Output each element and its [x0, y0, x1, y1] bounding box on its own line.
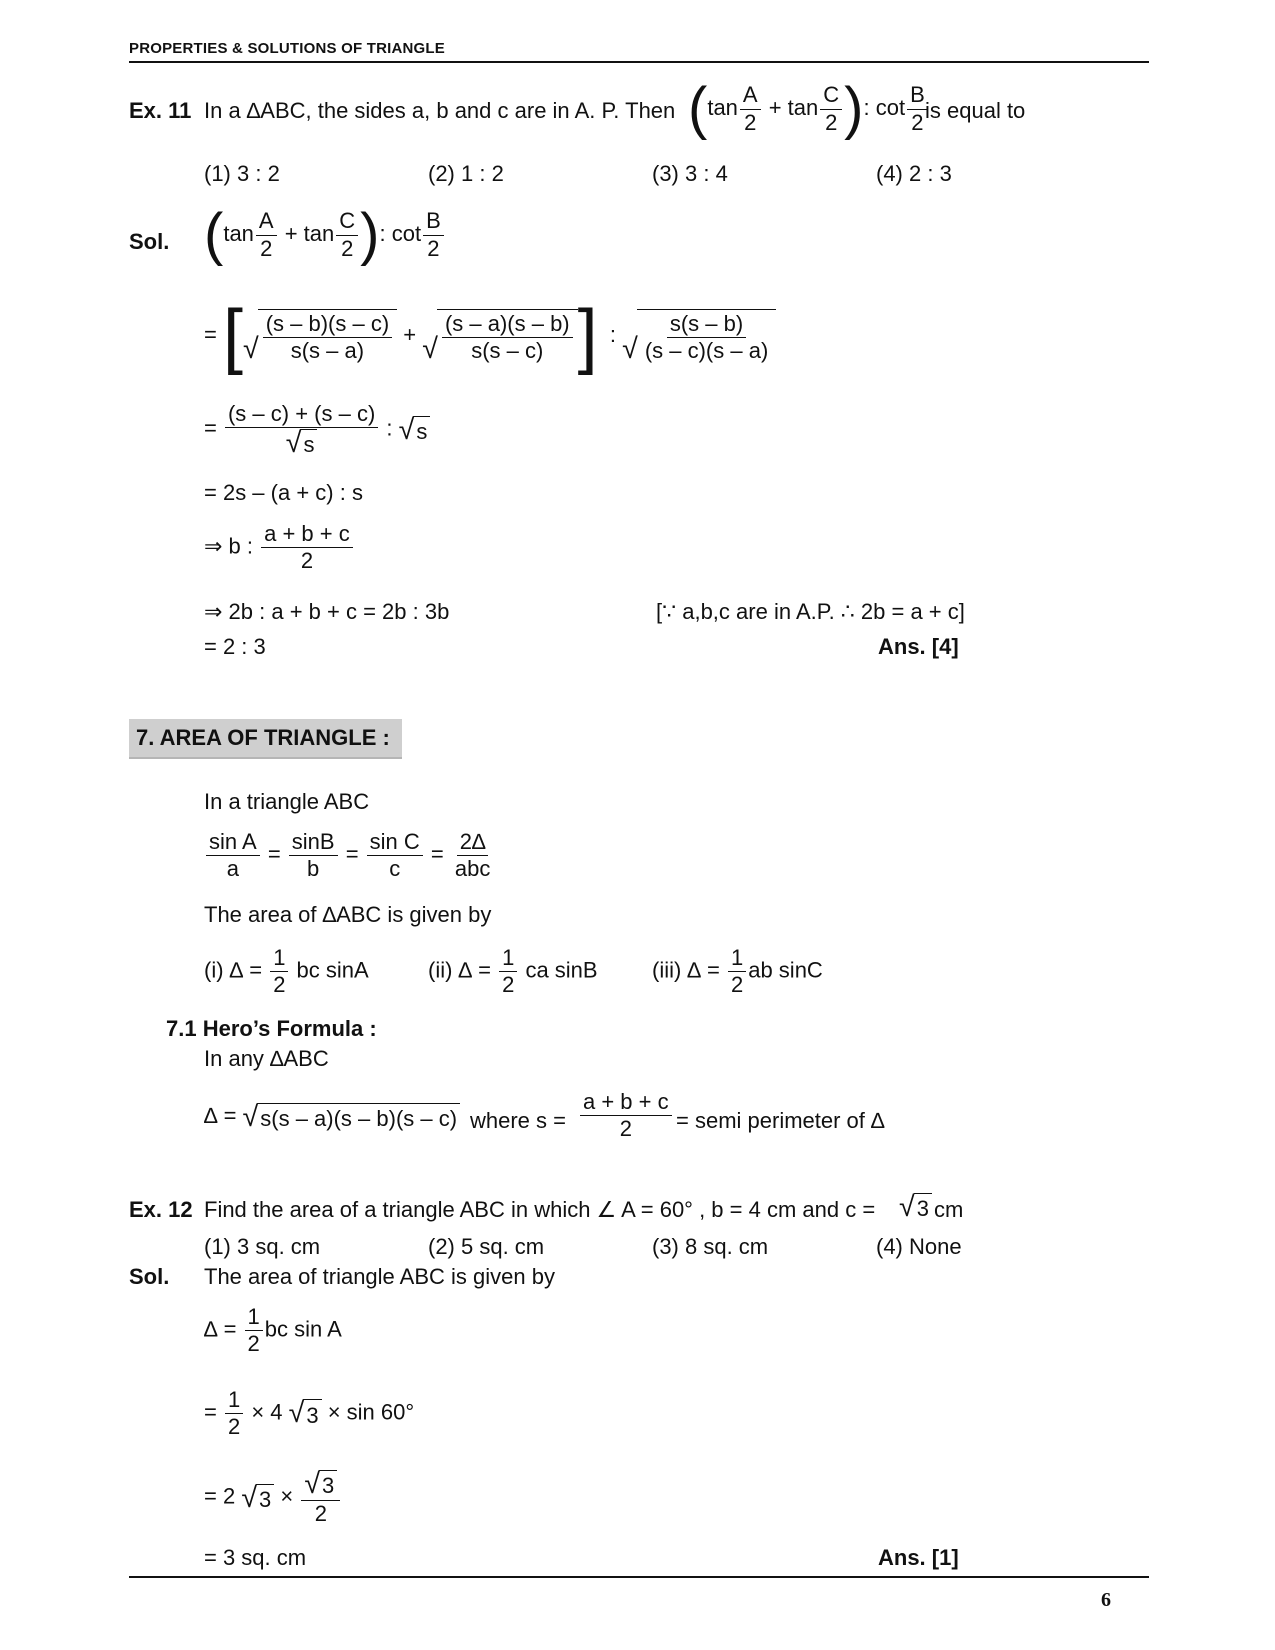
ex11-step-3: = (s – c) + (s – c) √ s : √ s — [204, 402, 430, 458]
section-heading: 7. AREA OF TRIANGLE : — [136, 725, 390, 750]
header-rule — [129, 61, 1149, 63]
ex12-unit: cm — [934, 1197, 964, 1222]
ex12-label: Ex. 12 — [129, 1197, 193, 1222]
ex11-reason: [∵ a,b,c are in A.P. ∴ 2b = a + c] — [656, 599, 965, 624]
page-number: 6 — [1101, 1589, 1111, 1611]
heros-formula: ∆ = √ s(s – a)(s – b)(s – c) — [204, 1103, 460, 1132]
heros-where: where s = — [470, 1108, 566, 1133]
ex11-step-4: = 2s – (a + c) : s — [204, 480, 363, 505]
ex12-sol-label: Sol. — [129, 1264, 170, 1289]
ex12-option-4: (4) None — [876, 1234, 962, 1259]
area-formula-2: (ii) ∆ = $\frac{1}{2}$ ca sinB — [428, 945, 598, 998]
ex11-option-2: (2) 1 : 2 — [428, 161, 504, 186]
heros-semi: = semi perimeter of ∆ — [676, 1108, 885, 1133]
sine-rule: $\frac{\text{sin A}}{a}$ = $\frac{\sin B}{b}$ = $\frac{\text{sin C}}{c}$ = $\frac{2\Delta}{\text{abc}}$ — [204, 830, 495, 881]
ex12-final: = 3 sq. cm — [204, 1545, 307, 1570]
ex11-sol-expr: (tan $\frac{A}{2}$ + tan $\frac{C}{2}$ ): cot $\frac{B}{2}$ — [204, 206, 446, 264]
ex12-sol-text: The area of triangle ABC is given by — [204, 1264, 555, 1289]
ex11-option-1: (1) 3 : 2 — [204, 161, 280, 186]
ex11-option-3: (3) 3 : 4 — [652, 161, 728, 186]
ex11-answer: Ans. [4] — [878, 634, 959, 659]
ex11-sol-label: Sol. — [129, 229, 170, 254]
heros-s-frac: $\frac{a + b + c}{2}$ — [578, 1090, 674, 1141]
ex12-step-1: ∆ = $\frac{1}{2}$ bc sin A — [204, 1304, 342, 1357]
section7-intro: In a triangle ABC — [204, 789, 370, 814]
ex11-option-4: (4) 2 : 3 — [876, 161, 952, 186]
area-given-text: The area of ∆ABC is given by — [204, 902, 492, 927]
ex12-step-2: = $\frac{1}{2}$ × 4 √ 3 × sin 60° — [204, 1387, 415, 1440]
ex11-question-expr: (tan $\frac{A}{2}$ + tan $\frac{C}{2}$ ): cot $\frac{B}{2}$ — [688, 80, 930, 138]
ex11-step-5: ⇒ b : $\frac{a + b + c}{2}$ — [204, 522, 355, 573]
ex12-option-3: (3) 8 sq. cm — [652, 1234, 769, 1259]
footer-rule — [129, 1576, 1149, 1578]
heros-any: In any ∆ABC — [204, 1046, 329, 1071]
ex11-step-6: ⇒ 2b : a + b + c = 2b : 3b — [204, 599, 450, 624]
area-formula-1: (i) ∆ = $\frac{1}{2}$ bc sinA — [204, 945, 369, 998]
ex12-step-3: = 2 √ 3 × √ 3 2 — [204, 1470, 342, 1526]
area-formula-3: (iii) ∆ = $\frac{1}{2}$ ab sinC — [652, 945, 823, 998]
ex12-answer: Ans. [1] — [878, 1545, 959, 1570]
ex11-label: Ex. 11 — [129, 98, 192, 123]
ex12-question: Find the area of a triangle ABC in which ∠ A = 60° , b = 4 cm and c = — [204, 1197, 876, 1222]
ex11-question: In a ∆ABC, the sides a, b and c are in A. P. Then — [204, 98, 676, 123]
ex12-root3: √ 3 — [899, 1193, 932, 1222]
ex11-step-7: = 2 : 3 — [204, 634, 266, 659]
ex11-step-2: = [ √ $\frac{(s - b)(s - c)}{s(s - a)}$ + √ $\frac{(s - a)(s - b)}{s(s - c)}$ ] : √ $\frac{s(s - b)}{(s - c)(s - a)}$ — [204, 300, 776, 372]
ex11-question-tail: is equal to — [925, 98, 1026, 123]
ex12-option-1: (1) 3 sq. cm — [204, 1234, 321, 1259]
ex12-option-2: (2) 5 sq. cm — [428, 1234, 545, 1259]
section-heading-box — [129, 719, 402, 759]
running-header: PROPERTIES & SOLUTIONS OF TRIANGLE — [129, 40, 445, 57]
sub-heading-heros: 7.1 Hero’s Formula : — [166, 1016, 377, 1041]
